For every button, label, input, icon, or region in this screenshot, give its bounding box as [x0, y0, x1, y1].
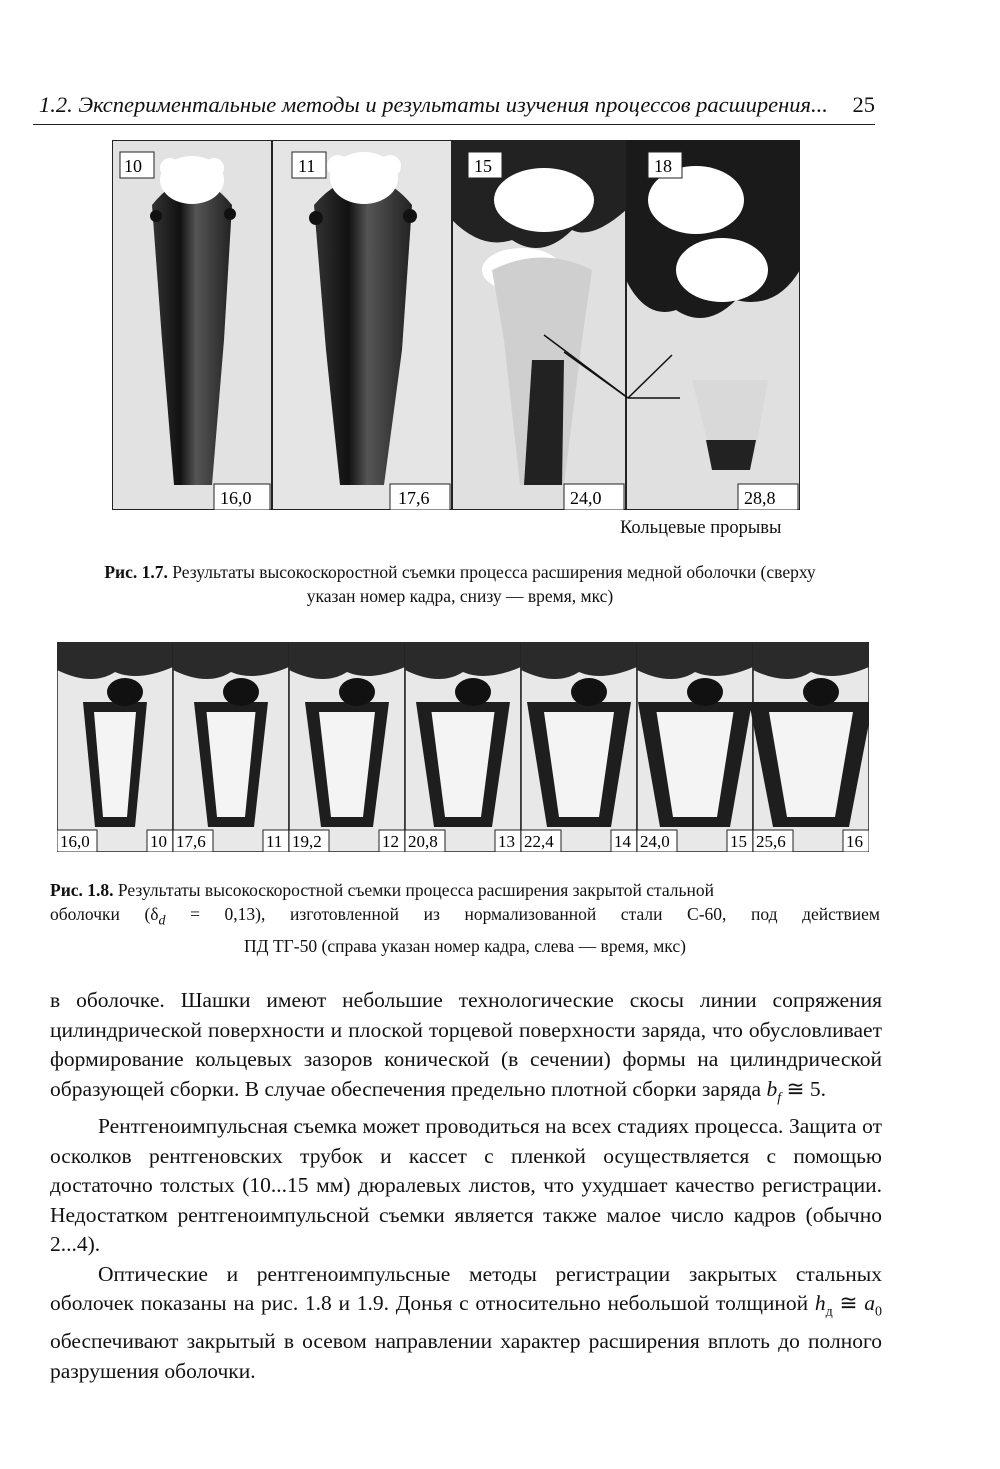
fig17-frame-3	[452, 140, 626, 510]
fig18-frame-2-number: 11	[266, 832, 283, 851]
fig17-frame-2	[272, 140, 452, 510]
figure-1-8-caption-line2a: оболочки (δ	[50, 904, 159, 924]
figure-1-8-caption-sub: d	[158, 913, 166, 929]
running-header	[33, 86, 875, 125]
fig17-frame-4	[626, 140, 800, 510]
paragraph-2: Рентгеноимпульсная съемка может проводиться на всех стадиях процесса. Защита от осколков рентгеновских трубок и кассет с пленкой осуществляется с помощью достаточно толстых (10...15 мм) дюралевых листов, что ухудшает качество регистрации. Недостатком рентгеноимпульсной съемки является также малое число кадров (обычно 2...4).	[50, 1114, 882, 1257]
fig17-frame-4-time: 28,8	[744, 488, 776, 508]
paragraph-3-end: обеспечивают закрытый в осевом направлении характер расширения вплоть до полного разрушения оболочки.	[50, 1329, 882, 1383]
fig18-frame-6-number: 15	[730, 832, 747, 851]
figure-1-8-caption-line1: Результаты высокоскоростной съемки процесса расширения закрытой стальной	[117, 880, 714, 900]
paragraph-3-approx: ≅	[832, 1291, 865, 1316]
paragraph-3	[50, 1260, 882, 1386]
fig17-frame-2-time: 17,6	[398, 488, 430, 508]
fig18-frame-5-number: 14	[614, 832, 631, 851]
figure-1-7	[112, 140, 800, 510]
paragraph-3-var2: a	[864, 1291, 875, 1316]
paragraph-1-var: b	[766, 1076, 778, 1101]
fig17-frame-4-number: 18	[654, 156, 672, 176]
fig17-frame-1-time: 16,0	[220, 488, 252, 508]
figure-1-8-caption	[50, 878, 880, 958]
figure-1-7-caption	[100, 560, 820, 608]
fig18-frame-5	[521, 642, 637, 852]
fig18-frame-4	[405, 642, 521, 852]
figure-1-8	[57, 642, 869, 852]
ring-breaks-callout: Кольцевые прорывы	[620, 518, 782, 538]
fig18-frame-1-number: 10	[150, 832, 167, 851]
fig18-frame-7	[749, 642, 869, 852]
fig18-frame-3-time: 19,2	[292, 832, 322, 851]
fig18-frame-4-time: 20,8	[408, 832, 438, 851]
fig18-frame-7-number: 16	[846, 832, 863, 851]
paragraph-3-text: Оптические и рентгеноимпульсные методы регистрации закрытых стальных оболочек показаны на рис. 1.8 и 1.9. Донья с относительно небольшой толщиной	[50, 1261, 882, 1316]
fig18-frame-2-time: 17,6	[176, 832, 206, 851]
figure-1-8-photos	[57, 642, 869, 852]
paragraph-1	[50, 986, 882, 1112]
body-text	[50, 986, 882, 1386]
fig18-frame-6	[637, 642, 753, 852]
paragraph-3-var: h	[814, 1291, 826, 1316]
fig18-frame-2	[173, 642, 289, 852]
page-number: 25	[852, 92, 875, 117]
paragraph-1-sub: f	[777, 1089, 782, 1105]
fig18-frame-3-number: 12	[382, 832, 399, 851]
figure-1-8-caption-line2b: = 0,13), изготовленной из нормализованной стали С-60, под действием	[165, 904, 880, 924]
figure-1-8-caption-line3: ПД ТГ-50 (справа указан номер кадра, слева — время, мкс)	[244, 935, 686, 956]
paragraph-1-text: в оболочке. Шашки имеют небольшие технологические скосы линии сопряжения цилиндрической поверхности и плоской торцевой поверхности заряда, что обусловливает формирование кольцевых зазоров конической (в сечении) формы на цилиндрической образующей сборки. В случае обеспечения предельно плотной сборки заряда	[50, 988, 882, 1101]
figure-1-7-label: Рис. 1.7.	[104, 562, 168, 582]
fig18-frame-4-number: 13	[498, 832, 515, 851]
fig17-frame-2-number: 11	[298, 156, 316, 176]
fig18-frame-7-time: 25,6	[756, 832, 786, 851]
figure-1-7-caption-text: Результаты высокоскоростной съемки процесса расширения медной оболочки (сверху указан номер кадра, снизу — время, мкс)	[172, 562, 816, 606]
fig18-frame-1-time: 16,0	[60, 832, 90, 851]
running-header-title: 1.2. Экспериментальные методы и результаты изучения процессов расширения...	[39, 92, 828, 117]
fig18-frame-1	[57, 642, 173, 852]
figure-1-8-label: Рис. 1.8.	[50, 880, 114, 900]
fig18-frame-6-time: 24,0	[640, 832, 670, 851]
fig17-frame-1-number: 10	[124, 156, 142, 176]
figure-1-7-photos	[112, 140, 800, 510]
paragraph-1-end: ≅ 5.	[781, 1076, 826, 1101]
fig17-frame-3-number: 15	[474, 156, 492, 176]
fig17-frame-3-time: 24,0	[570, 488, 602, 508]
fig17-frame-1	[112, 140, 272, 510]
paragraph-3-sub2: 0	[875, 1304, 882, 1320]
paragraph-3-sub: д	[825, 1304, 833, 1320]
fig18-frame-5-time: 22,4	[524, 832, 554, 851]
fig18-frame-3	[289, 642, 405, 852]
